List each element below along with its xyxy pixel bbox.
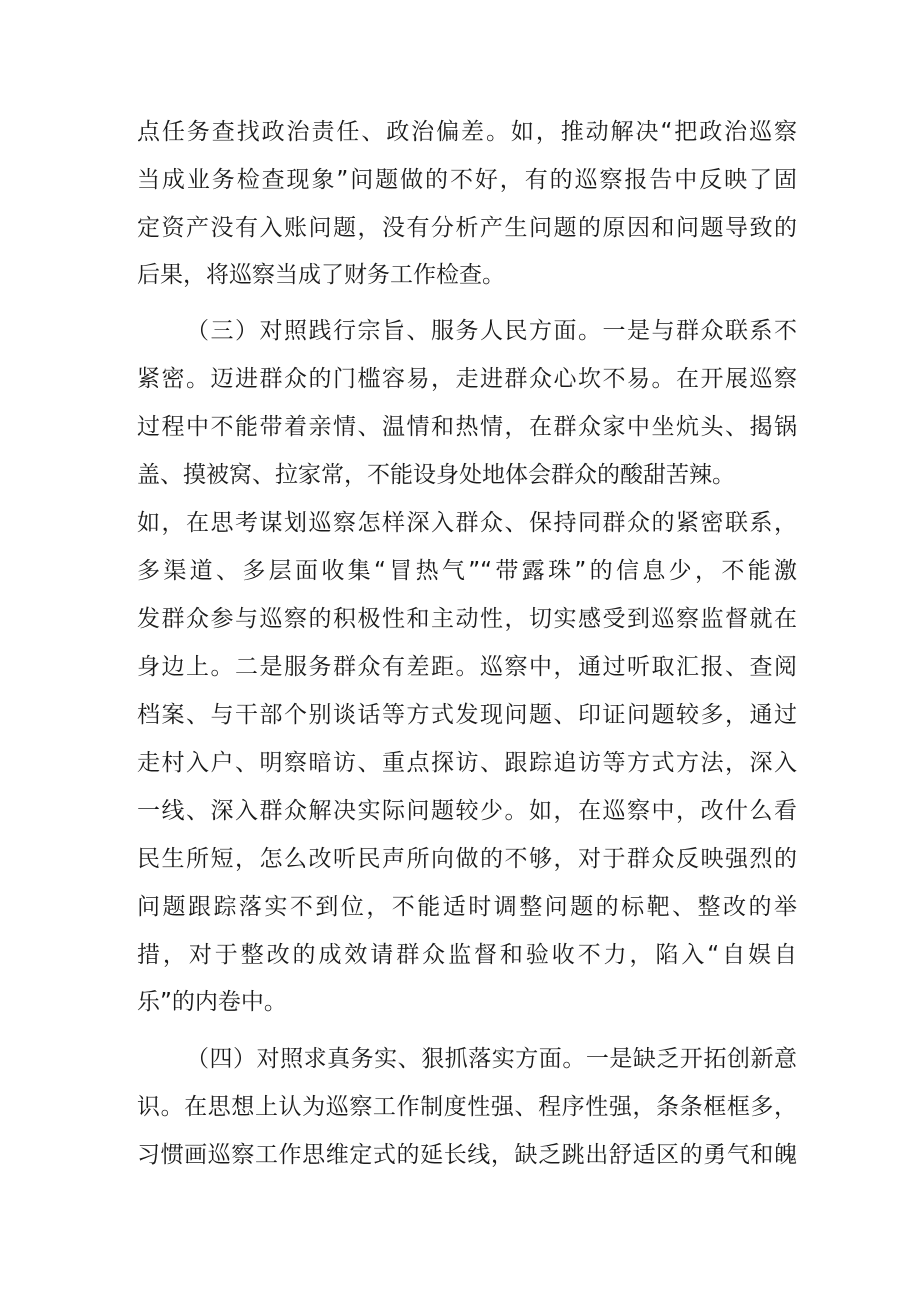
text-line: 盖、摸被窝、拉家常，不能设身处地体会群众的酸甜苦辣。: [137, 462, 735, 488]
text-line: 后果，将巡察当成了财务工作检查。: [137, 262, 505, 288]
text-line: 点任务查找政治责任、政治偏差。如，推动解决“把政治巡察: [137, 119, 797, 145]
text-line: 档案、与干部个别谈话等方式发现问题、印证问题较多，通过: [137, 702, 797, 728]
paragraph-heading-3: （三）对照践行宗旨、服务人民方面。一是与群众联系不: [186, 318, 797, 344]
text-line: 措，对于整改的成效请群众监督和验收不力，陷入“自娱自: [137, 942, 797, 968]
paragraph-heading-4: （四）对照求真务实、狠抓落实方面。一是缺乏开拓创新意: [186, 1046, 797, 1072]
text-line: 民生所短，怎么改听民声所向做的不够，对于群众反映强烈的: [137, 846, 797, 872]
text-line: 识。在思想上认为巡察工作制度性强、程序性强，条条框框多，: [137, 1094, 797, 1120]
text-line: 问题跟踪落实不到位，不能适时调整问题的标靶、整改的举: [137, 894, 797, 920]
text-line: 多渠道、多层面收集“冒热气”“带露珠”的信息少，不能激: [137, 558, 797, 584]
text-line: 发群众参与巡察的积极性和主动性，切实感受到巡察监督就在: [137, 606, 797, 632]
text-line: 身边上。二是服务群众有差距。巡察中，通过听取汇报、查阅: [137, 654, 797, 680]
text-line: 如，在思考谋划巡察怎样深入群众、保持同群众的紧密联系，: [137, 510, 797, 536]
text-line: 当成业务检查现象”问题做的不好，有的巡察报告中反映了固: [137, 167, 797, 193]
text-line: 过程中不能带着亲情、温情和热情，在群众家中坐炕头、揭锅: [137, 414, 797, 440]
text-line: 习惯画巡察工作思维定式的延长线，缺乏跳出舒适区的勇气和魄: [137, 1142, 797, 1168]
text-line: 一线、深入群众解决实际问题较少。如，在巡察中，改什么看: [137, 798, 797, 824]
text-line: 定资产没有入账问题，没有分析产生问题的原因和问题导致的: [137, 215, 797, 241]
text-line: 走村入户、明察暗访、重点探访、跟踪追访等方式方法，深入: [137, 750, 797, 776]
text-line: 乐”的内卷中。: [137, 989, 287, 1015]
text-line: 紧密。迈进群众的门槛容易，走进群众心坎不易。在开展巡察: [137, 366, 797, 392]
